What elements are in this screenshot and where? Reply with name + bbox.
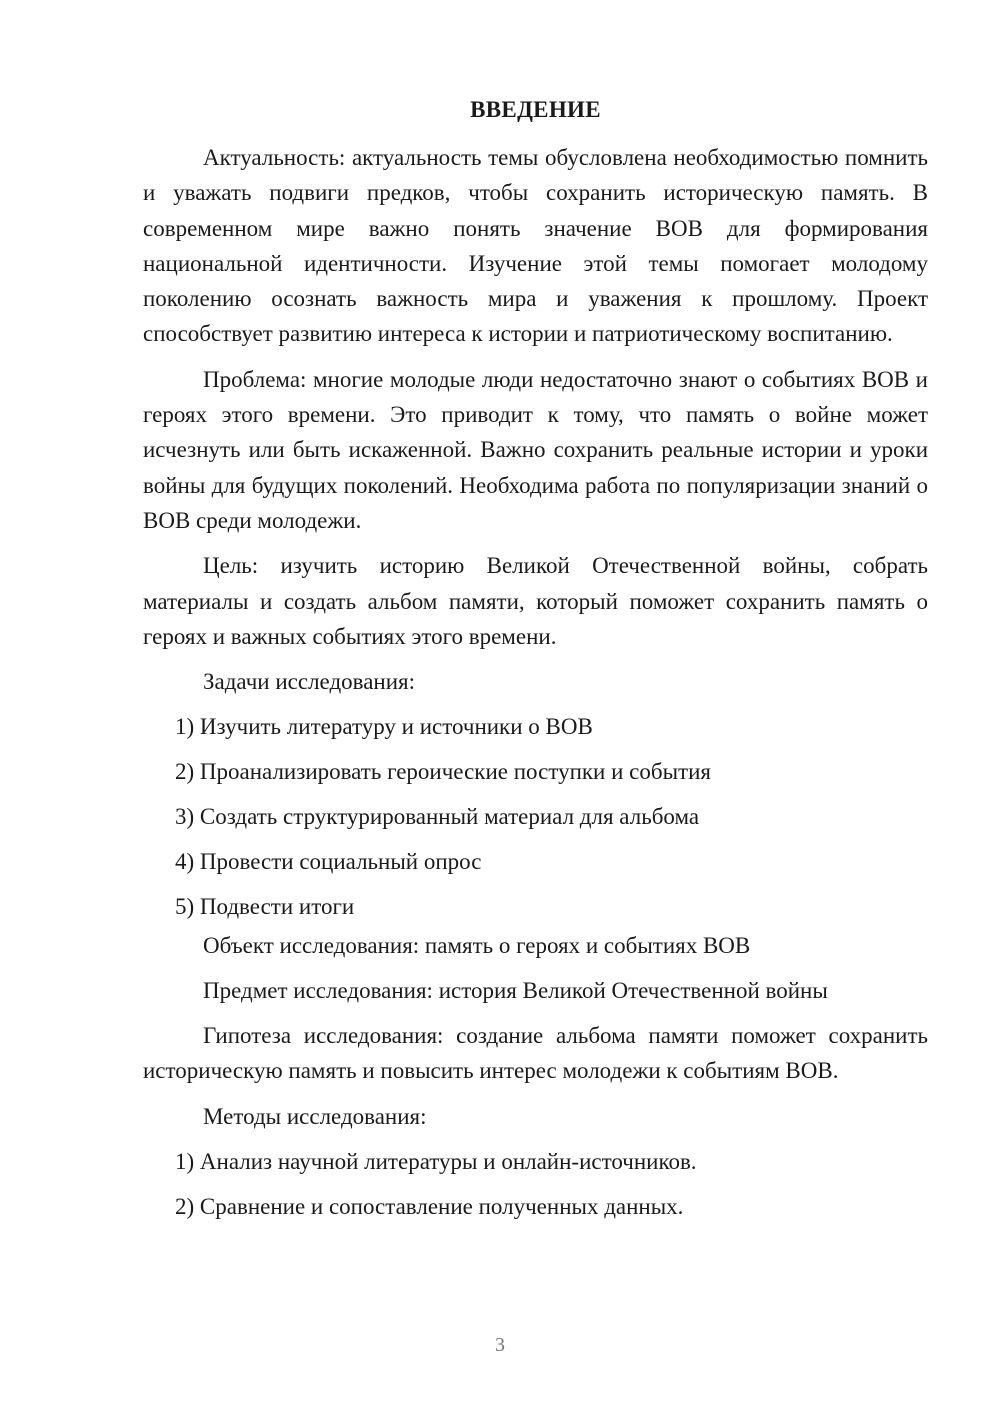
relevance-paragraph: Актуальность: актуальность темы обусловлена необходимостью помнить и уважать подвиги предков, чтобы сохранить историческую память. В современном мире важно понять значение ВОВ для формирования национальной идентичности. Изучение этой темы помогает молодому поколению осознать важность мира и уважения к прошлому. Проект способствует развитию интереса к истории и патриотическому воспитанию. <box>143 145 928 347</box>
subject-line: Предмет исследования: история Великой Отечественной войны <box>203 978 828 1004</box>
task-item: 1) Изучить литературу и источники о ВОВ <box>175 714 593 740</box>
method-item: 2) Сравнение и сопоставление полученных данных. <box>175 1193 684 1219</box>
page-number: 3 <box>495 1334 505 1356</box>
task-item: 5) Подвести итоги <box>175 894 355 920</box>
methods-heading: Методы исследования: <box>203 1103 427 1129</box>
object-line: Объект исследования: память о героях и событиях ВОВ <box>203 933 751 959</box>
task-item: 2) Проанализировать героические поступки и события <box>175 759 711 785</box>
tasks-heading: Задачи исследования: <box>203 669 416 695</box>
task-item: 4) Провести социальный опрос <box>175 849 482 875</box>
document-page <box>143 92 928 1234</box>
hypothesis-paragraph: Гипотеза исследования: создание альбома памяти поможет сохранить историческую память и повысить интерес молодежи к событиям ВОВ. <box>143 1023 928 1084</box>
task-item: 3) Создать структурированный материал для альбома <box>175 804 700 830</box>
section-title: ВВЕДЕНИЕ <box>470 97 601 122</box>
method-item: 1) Анализ научной литературы и онлайн-источников. <box>175 1148 697 1174</box>
problem-paragraph: Проблема: многие молодые люди недостаточно знают о событиях ВОВ и героях этого времени. Это приводит к тому, что память о войне может исчезнуть или быть искаженной. Важно сохранить реальные истории и уроки войны для будущих поколений. Необходима работа по популяризации знаний о ВОВ среди молодежи. <box>143 366 928 533</box>
goal-paragraph: Цель: изучить историю Великой Отечественной войны, собрать материалы и создать альбом памяти, который поможет сохранить память о героях и важных событиях этого времени. <box>143 553 928 649</box>
